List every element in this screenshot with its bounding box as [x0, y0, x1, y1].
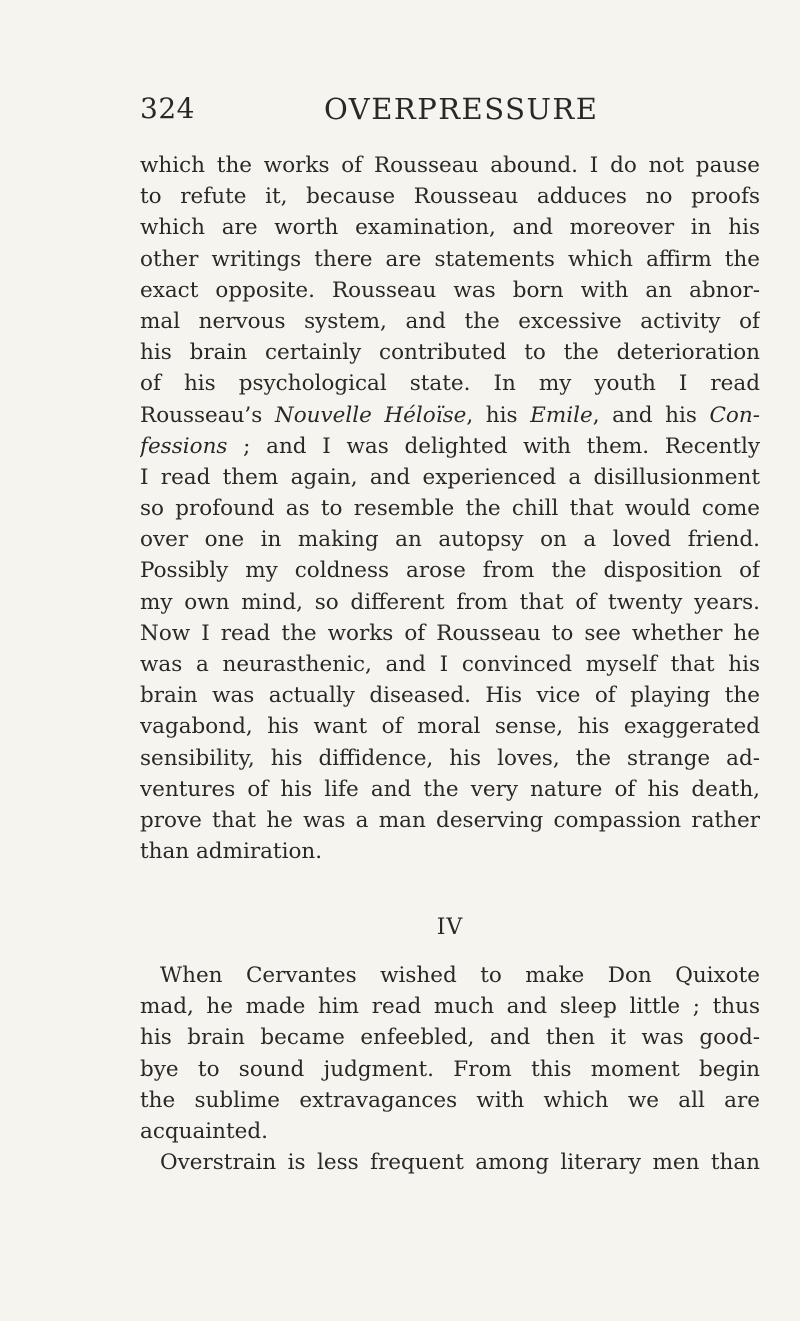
- text-line: When Cervantes wished to make Don Quixote: [160, 963, 760, 988]
- text-line: mad, he made him read much and sleep little ; thus: [140, 994, 760, 1020]
- text-line: ventures of his life and the very nature of his death,: [140, 776, 760, 802]
- text-line: which the works of Rousseau abound. I do not pause: [140, 153, 760, 178]
- text-line: over one in making an autopsy on a loved friend.: [140, 527, 760, 553]
- text-line: acquainted.: [140, 1118, 268, 1144]
- text-line: Rousseau’s Nouvelle Héloïse, his Emile, and his Con-: [140, 402, 760, 428]
- text-line: which are worth examination, and moreover in his: [140, 215, 760, 241]
- text-line: the sublime extravagances with which we all are: [140, 1087, 760, 1113]
- text-line: Now I read the works of Rousseau to see whether he: [140, 620, 760, 646]
- text-line: vagabond, his want of moral sense, his exaggerated: [140, 714, 760, 740]
- text-line: brain was actually diseased. His vice of playing the: [140, 683, 760, 709]
- page-header: [140, 92, 700, 132]
- text-line: other writings there are statements which affirm the: [140, 246, 760, 272]
- text-line: mal nervous system, and the excessive activity of: [140, 308, 760, 334]
- book-title-confessions-part2: fessions: [140, 433, 228, 459]
- text-line: of his psychological state. In my youth I read: [140, 371, 760, 397]
- text-line: bye to sound judgment. From this moment begin: [140, 1056, 760, 1082]
- text-line: sensibility, his diffidence, his loves, the strange ad-: [140, 745, 760, 771]
- text-line: exact opposite. Rousseau was born with an abnor-: [140, 277, 760, 303]
- book-title-emile: Emile: [530, 402, 593, 428]
- paragraph-rousseau: [140, 150, 760, 867]
- text-line: his brain certainly contributed to the deterioration: [140, 340, 760, 366]
- text-line: to refute it, because Rousseau adduces no proofs: [140, 184, 760, 210]
- book-title-confessions-part1: Con-: [709, 402, 760, 428]
- text-line: than admiration.: [140, 839, 323, 865]
- page-number: 324: [140, 92, 195, 125]
- text-line: Possibly my coldness arose from the disposition of: [140, 558, 760, 584]
- text-line-overstrain: Overstrain is less frequent among literary men than: [160, 1150, 760, 1176]
- text-line: his brain became enfeebled, and then it was good-: [140, 1025, 760, 1051]
- text-line: I read them again, and experienced a disillusionment: [140, 464, 760, 490]
- paragraph-cervantes: [140, 960, 760, 1178]
- running-title: OVERPRESSURE: [324, 92, 599, 126]
- text-line: so profound as to resemble the chill that would come: [140, 496, 760, 522]
- book-title-nouvelle-heloise: Nouvelle Héloïse: [274, 402, 467, 428]
- text-line: prove that he was a man deserving compassion rather: [140, 807, 760, 833]
- text-line: was a neurasthenic, and I convinced myself that his: [140, 652, 760, 677]
- text-line: fessions ; and I was delighted with them. Recently: [140, 433, 760, 459]
- text-line: my own mind, so different from that of twenty years.: [140, 589, 760, 615]
- section-heading: IV: [436, 915, 464, 940]
